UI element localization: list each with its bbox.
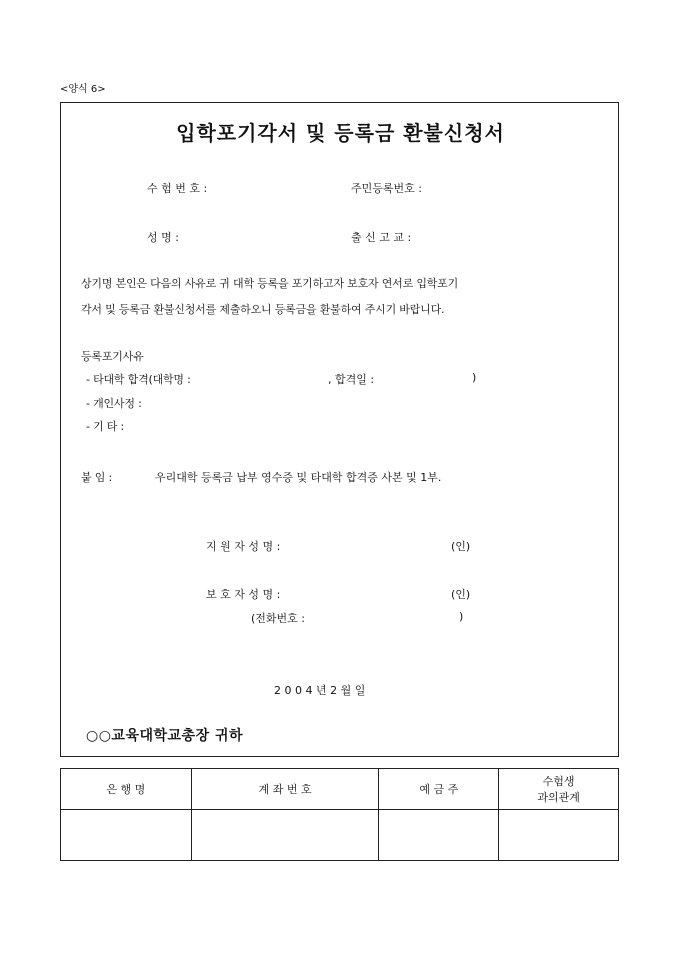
addressee: ○○교육대학교총장 귀하 [86, 728, 244, 744]
form-number: <양식 6> [60, 84, 106, 95]
attachment-text: 우리대학 등록금 납부 영수증 및 타대학 합격증 사본 및 1부. [155, 471, 442, 484]
reason-other-univ: - 타대학 합격(대학명 : [86, 373, 191, 386]
relation-cell[interactable] [499, 810, 619, 861]
name-label: 성 명 : [147, 231, 179, 244]
bank-name-header: 은 행 명 [61, 769, 192, 810]
account-holder-header: 예 금 주 [379, 769, 499, 810]
school-label: 출 신 고 교 : [351, 231, 412, 244]
reason-personal: - 개인사정 : [86, 397, 142, 410]
form-box [60, 102, 619, 757]
statement-line-2: 각서 및 등록금 환불신청서를 제출하오니 등록금을 환불하여 주시기 바랍니다. [81, 303, 445, 316]
relation-header [499, 769, 619, 810]
attachment-label: 붙 임 : [81, 471, 112, 484]
phone-close-paren: ) [459, 610, 464, 623]
reason-pass-date: , 합격일 : [328, 373, 375, 386]
relation-header-line-1: 수험생 [542, 775, 575, 788]
account-number-header: 계 좌 번 호 [191, 769, 379, 810]
account-holder-cell[interactable] [379, 810, 499, 861]
account-number-cell[interactable] [191, 810, 379, 861]
guardian-seal: (인) [451, 588, 471, 601]
applicant-name-label: 지 원 자 성 명 : [206, 540, 281, 553]
applicant-seal: (인) [451, 540, 471, 553]
reason-close-paren: ) [472, 371, 477, 384]
reason-heading: 등록포기사유 [81, 350, 144, 363]
phone-label: (전화번호 : [251, 612, 305, 625]
statement-line-1: 상기명 본인은 다음의 사유로 귀 대학 등록을 포기하고자 보호자 연서로 입학포기 [81, 277, 459, 290]
table-row [61, 810, 619, 861]
exam-number-label: 수 험 번 호 : [147, 182, 208, 195]
guardian-name-label: 보 호 자 성 명 : [206, 588, 281, 601]
resident-number-label: 주민등록번호 : [351, 182, 422, 195]
reason-etc: - 기 타 : [86, 420, 125, 433]
bank-account-table [60, 768, 619, 861]
bank-name-cell[interactable] [61, 810, 192, 861]
table-header-row [61, 769, 619, 810]
relation-header-line-2: 과의관계 [537, 791, 580, 804]
date-line: 2 0 0 4 년 2 월 일 [274, 684, 366, 697]
document-title: 입학포기각서 및 등록금 환불신청서 [176, 121, 505, 145]
